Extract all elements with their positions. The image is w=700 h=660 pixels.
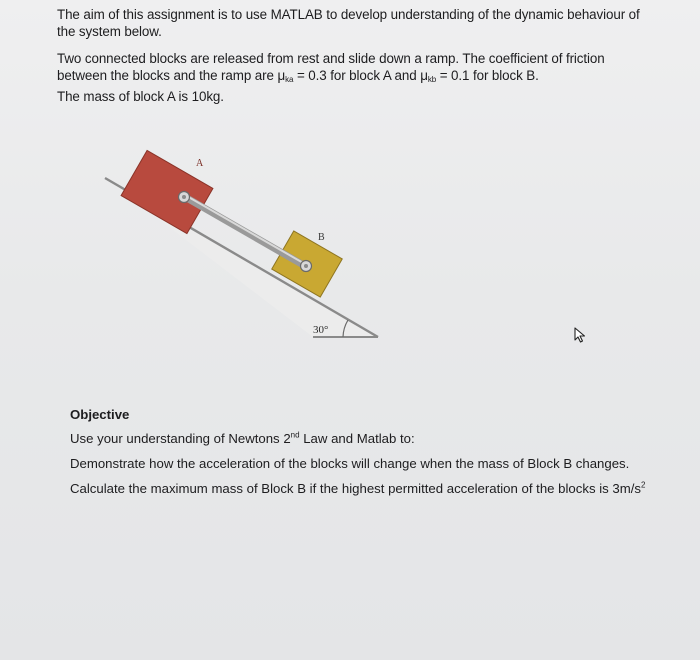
objective-heading: Objective — [70, 407, 130, 422]
objective-task-1: Demonstrate how the acceleration of the blocks will change when the mass of Block B changes. — [70, 456, 630, 471]
intro-description-text: Two connected blocks are released from rest and slide down a ramp. The coefficient of friction between the blocks and the ramp are — [57, 51, 605, 83]
objective-task-2-sup: 2 — [640, 480, 646, 490]
mu-ka-symbol — [277, 68, 293, 83]
objective-task-2 — [70, 481, 660, 497]
assignment-intro — [57, 6, 657, 115]
objective-intro-text: Use your understanding of Newtons 2 — [70, 431, 291, 446]
angle-label: 30° — [313, 324, 329, 336]
intro-aim: The aim of this assignment is to use MATLAB to develop understanding of the dynamic behaviour of the system below. — [57, 7, 640, 39]
objective-intro — [70, 431, 660, 447]
mu-ka-value: = 0.3 for block A and — [293, 68, 421, 83]
ramp-diagram — [95, 140, 395, 350]
block-a-label: A — [196, 158, 204, 169]
connecting-rod — [185, 197, 305, 266]
mu-ka-letter: μ — [277, 68, 286, 83]
objective-intro-sup: nd — [290, 430, 300, 440]
objective-intro-text-end: Law and Matlab to: — [299, 431, 415, 446]
block-b-label: B — [318, 232, 325, 243]
mu-kb-letter: μ — [420, 68, 428, 83]
intro-description — [57, 50, 657, 105]
connecting-rod-highlight — [185, 195, 305, 264]
mouse-pointer-icon — [573, 327, 587, 343]
objective-task-2-text: Calculate the maximum mass of Block B if the highest permitted acceleration of the blocks is 3m/s — [70, 481, 641, 496]
objective-section — [70, 407, 660, 506]
mu-kb-value: = 0.1 for block B. — [436, 68, 539, 83]
mu-kb-subscript: kb — [427, 75, 437, 84]
mu-kb-symbol — [420, 68, 436, 83]
intro-mass: The mass of block A is 10kg. — [57, 89, 224, 104]
mu-ka-subscript: ka — [285, 75, 294, 84]
